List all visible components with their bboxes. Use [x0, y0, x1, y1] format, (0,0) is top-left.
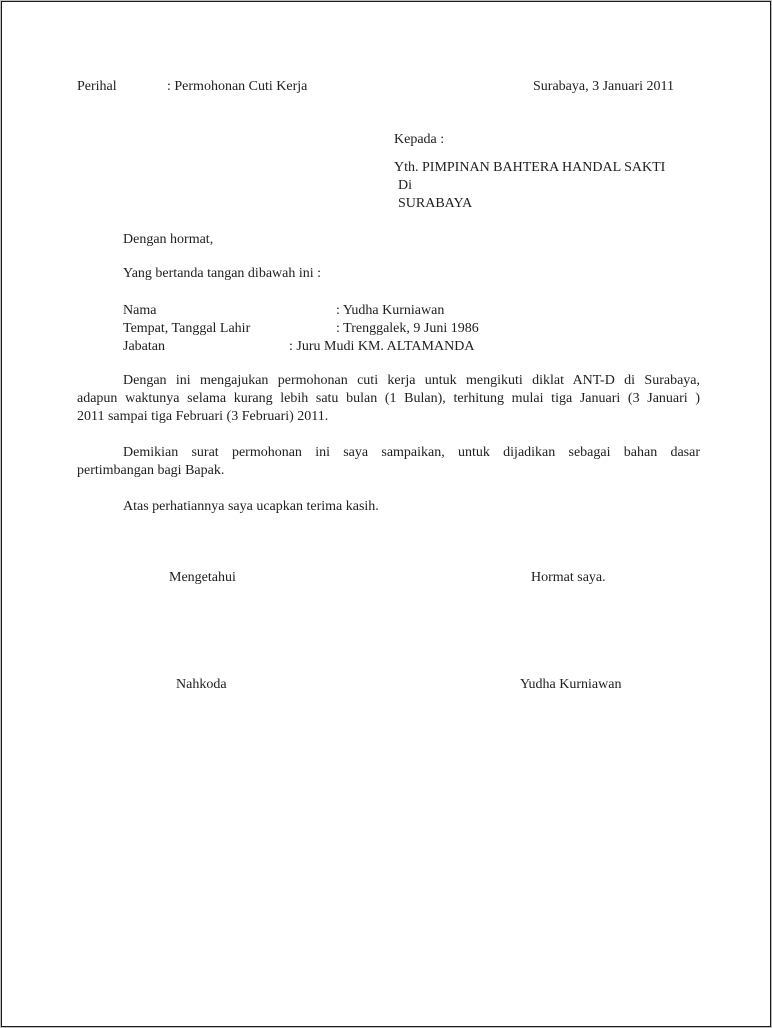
identity-label-nama: Nama [123, 303, 157, 318]
intro: Yang bertanda tangan dibawah ini : [123, 266, 322, 281]
paragraph-1-line-1-text: Dengan ini mengajukan permohonan cuti kerja untuk mengikuti diklat ANT-D di Surabaya, [123, 373, 700, 388]
paragraph-2-line-1 [77, 444, 700, 462]
signature-left-title: Mengetahui [169, 570, 236, 585]
recipient-line2: Di [398, 178, 412, 193]
perihal-label: Perihal [77, 79, 117, 94]
signature-left-name: Nahkoda [176, 677, 227, 692]
identity-label-ttl: Tempat, Tanggal Lahir [123, 321, 251, 336]
greeting: Dengan hormat, [123, 232, 214, 247]
paragraph-1-line-1 [77, 372, 700, 390]
recipient-line3: SURABAYA [398, 196, 473, 211]
signature-right-name: Yudha Kurniawan [520, 677, 622, 692]
recipient-kepada: Kepada : [394, 132, 445, 147]
identity-value-nama: : Yudha Kurniawan [336, 303, 445, 318]
perihal-value: : Permohonan Cuti Kerja [167, 79, 308, 94]
signature-right-title: Hormat saya. [531, 570, 606, 585]
paragraph-2-line-2: pertimbangan bagi Bapak. [77, 463, 225, 478]
paragraph-1-line-2: adapun waktunya selama kurang lebih satu bulan (1 Bulan), terhitung mulai tiga Januari (3 Januari ) [77, 391, 700, 406]
paragraph-1-line-3: 2011 sampai tiga Februari (3 Februari) 2011. [77, 409, 329, 424]
paragraph-2-line-1-text: Demikian surat permohonan ini saya sampaikan, untuk dijadikan sebagai bahan dasar [123, 445, 700, 460]
identity-label-jabatan: Jabatan [123, 339, 165, 354]
identity-value-ttl: : Trenggalek, 9 Juni 1986 [336, 321, 479, 336]
closing-text: Atas perhatiannya saya ucapkan terima kasih. [123, 499, 379, 514]
identity-value-jabatan: : Juru Mudi KM. ALTAMANDA [289, 339, 475, 354]
place-date: Surabaya, 3 Januari 2011 [533, 79, 674, 94]
recipient-line1: Yth. PIMPINAN BAHTERA HANDAL SAKTI [394, 160, 666, 175]
